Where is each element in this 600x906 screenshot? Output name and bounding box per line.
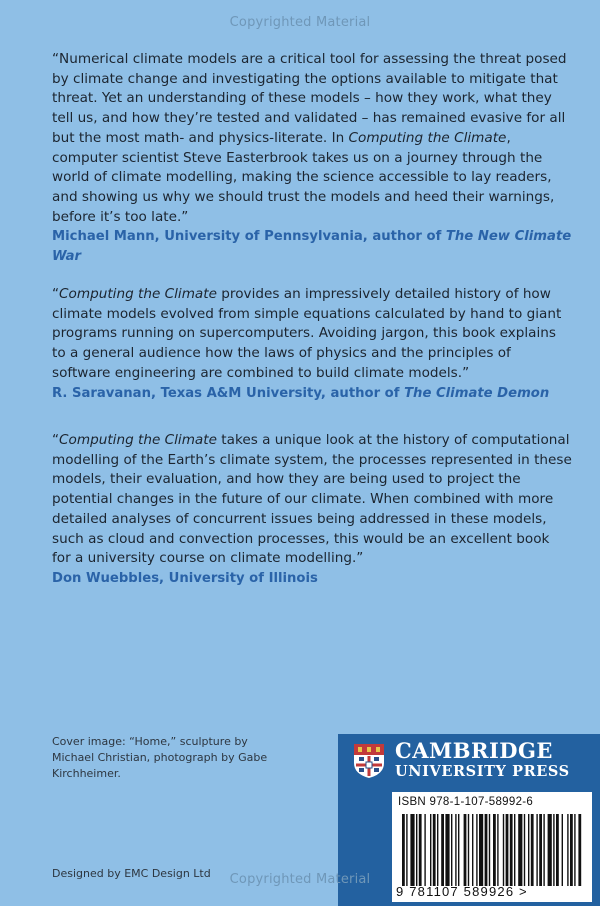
quote-attribution: R. Saravanan, Texas A&M University, author of The Climate Demon [52, 385, 550, 401]
quote-saravanan [52, 285, 572, 403]
watermark-top: Copyrighted Material [229, 15, 371, 30]
publisher-name [395, 739, 570, 781]
publisher-line1: CAMBRIDGE [395, 738, 553, 763]
publisher-line2: UNIVERSITY PRESS [395, 763, 570, 780]
barcode-digits: 9 781107 589926 > [396, 884, 528, 899]
cambridge-crest-icon [353, 743, 385, 779]
quote-text: “Numerical climate models are a critical tool for assessing the threat posed by climate change and investigating the options available to mitigate that threat. Yet an understanding of these models – how they work, what they tell us, and how they’re tested and validated – has remained evasive for all but the most math- and physics-literate. In Computing the Climate, computer scientist Steve Easterbrook takes us on a journey through the world of climate modelling, making the science accessible to lay readers, and showing us why we should trust the models and heed their warnings, before it’s too late.” [52, 51, 567, 225]
quote-attribution: Michael Mann, University of Pennsylvania, author of The New Climate War [52, 229, 572, 265]
quote-mann [52, 50, 572, 267]
quote-text: “Computing the Climate provides an impressively detailed history of how climate models evolved from simple equations calculated by hand to giant programs running on supercomputers. Avoiding jargon, this book explains to a general audience how the laws of physics and the principles of software engineering are combined to build climate models.” [52, 286, 562, 381]
designer-credit: Designed by EMC Design Ltd [52, 867, 211, 880]
isbn-label: ISBN 978-1-107-58992-6 [398, 796, 534, 808]
watermark-bottom: Copyrighted Material [229, 872, 371, 887]
quote-attribution: Don Wuebbles, University of Illinois [52, 570, 318, 586]
quote-wuebbles [52, 431, 572, 589]
quote-text: “Computing the Climate takes a unique look at the history of computational modelling of the Earth’s climate system, the processes represented in these models, their evaluation, and how they are being used to project the potential changes in the future of our climate. When combined with more detailed analyses of concurrent issues being addressed in these models, such as cloud and convection processes, this would be an excellent book for a university course on climate modelling.” [52, 432, 572, 567]
cover-image-credit: Cover image: “Home,” sculpture by Michael Christian, photograph by Gabe Kirchheimer. [52, 735, 268, 780]
